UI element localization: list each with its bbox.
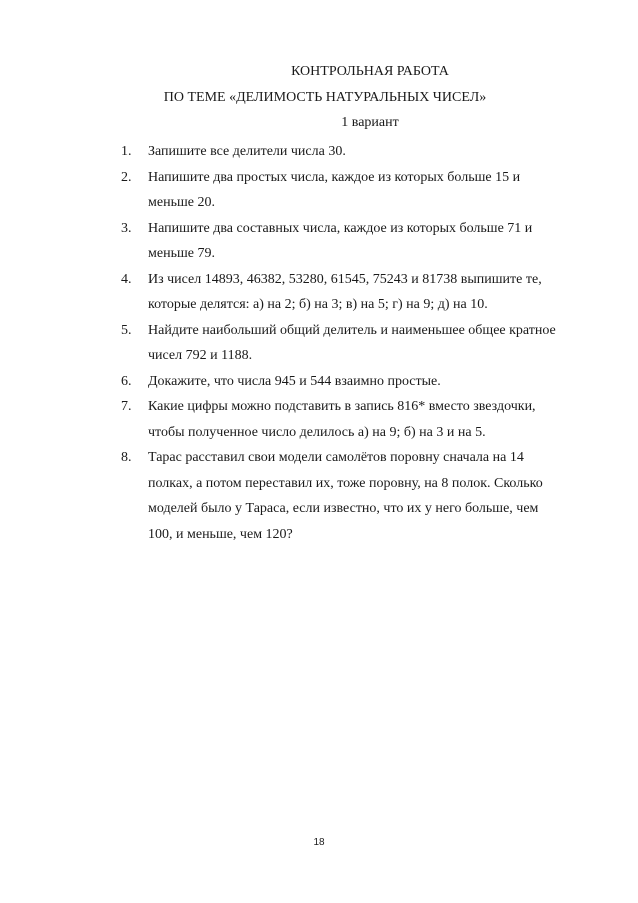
task-text-line: меньше 79. <box>148 246 215 261</box>
task-text-line: чисел 792 и 1188. <box>148 348 253 363</box>
task-number: 2. <box>121 169 132 185</box>
task-item <box>121 267 591 318</box>
task-item <box>121 445 591 547</box>
task-list <box>121 139 591 547</box>
task-number: 5. <box>121 322 132 338</box>
task-number: 1. <box>121 144 132 159</box>
task-text-line: моделей было у Тараса, если известно, что их у него больше, чем <box>148 501 539 516</box>
task-text-line: меньше 20. <box>148 195 215 210</box>
task-item <box>121 139 591 165</box>
task-text-line: которые делятся: а) на 2; б) на 3; в) на 5; г) на 9; д) на 10. <box>148 297 488 312</box>
document-subtitle: ПО ТЕМЕ «ДЕЛИМОСТЬ НАТУРАЛЬНЫХ ЧИСЕЛ» <box>163 90 487 105</box>
task-number: 3. <box>121 220 132 236</box>
task-item <box>121 318 591 369</box>
task-text-line: Запишите все делители числа 30. <box>148 144 346 159</box>
task-number: 6. <box>121 373 132 389</box>
document-title: КОНТРОЛЬНАЯ РАБОТА <box>291 64 449 79</box>
task-text-line: Какие цифры можно подставить в запись 816* вместо звездочки, <box>148 399 536 414</box>
variant-label: 1 вариант <box>341 115 399 130</box>
task-text-line: Найдите наибольший общий делитель и наименьшее общее кратное <box>148 322 556 338</box>
task-text-line: Напишите два составных числа, каждое из которых больше 71 и <box>148 220 533 236</box>
task-text-line: Тарас расставил свои модели самолётов поровну сначала на 14 <box>148 450 524 465</box>
task-text-line: 100, и меньше, чем 120? <box>148 526 293 542</box>
task-text-line: чтобы полученное число делилось а) на 9; б) на 3 и на 5. <box>148 424 486 440</box>
task-item <box>121 394 591 445</box>
page-number: 18 <box>313 837 325 848</box>
task-text-line: Напишите два простых числа, каждое из которых больше 15 и <box>148 169 521 185</box>
task-item <box>121 165 591 216</box>
task-text-line: полках, а потом переставил их, тоже поровну, на 8 полок. Сколько <box>148 475 543 491</box>
task-number: 7. <box>121 399 132 414</box>
task-item <box>121 369 591 395</box>
task-text-line: Из чисел 14893, 46382, 53280, 61545, 75243 и 81738 выпишите те, <box>148 271 542 287</box>
task-item <box>121 216 591 267</box>
task-number: 8. <box>121 450 132 465</box>
task-number: 4. <box>121 271 132 287</box>
task-text-line: Докажите, что числа 945 и 544 взаимно простые. <box>148 373 441 389</box>
